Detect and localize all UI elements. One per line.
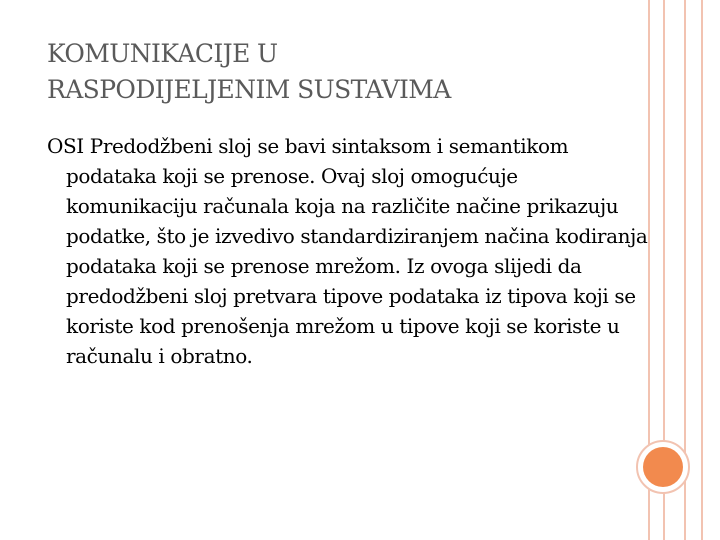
slide-body-text: OSI Predodžbeni sloj se bavi sintaksom i semantikom podataka koji se prenose. Ovaj sloj omogućuje komunikaciju računala koja na različite načine prikazuju podatke, što je izvedivo standardiziranjem načina kodiranja podataka koji se prenose mrežom. Iz ovoga slijedi da predodžbeni sloj pretvara tipove podataka iz tipova koji se koriste kod prenošenja mrežom u tipove koji se koriste u računalu i obratno. [47,134,648,368]
slide-title: KOMUNIKACIJE U RASPODIJELJENIM SUSTAVIMA [47,39,451,104]
decorative-circle-icon [643,447,683,487]
decorative-rail-line [701,0,703,540]
